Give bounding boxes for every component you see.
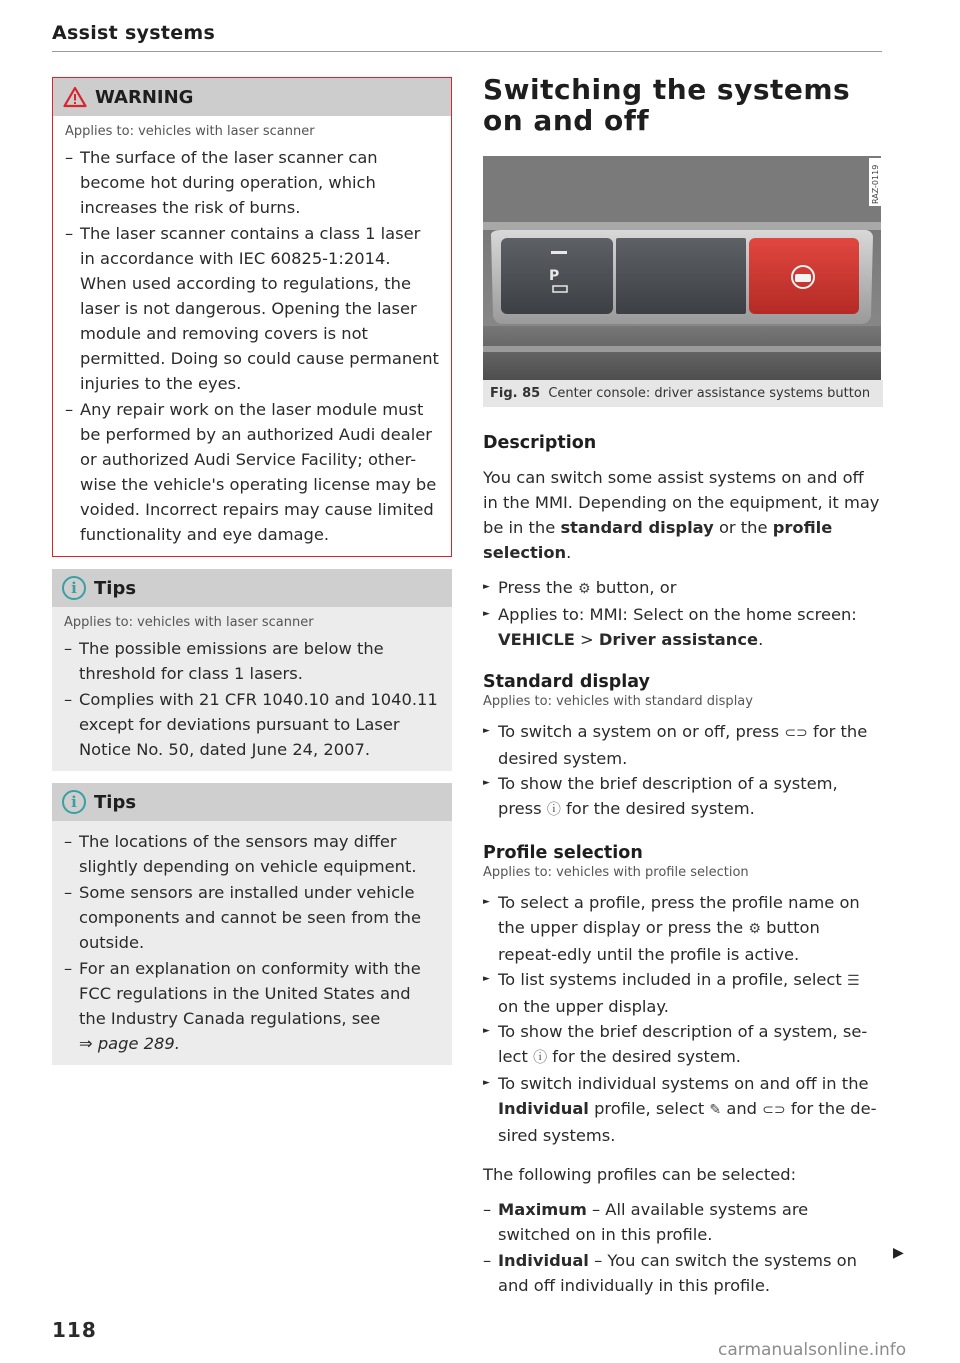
list-item: ► To show the brief description of a system, se-lect ⓘ for the desired system. [483, 1019, 883, 1071]
list-item: – The possible emissions are below the threshold for class 1 lasers. [64, 636, 440, 686]
edit-icon: ✎ [709, 1102, 722, 1118]
figure-center-console [483, 156, 881, 380]
description-heading: Description [483, 433, 597, 453]
warning-applies: Applies to: vehicles with laser scanner [65, 124, 315, 139]
figure-label: Fig. 85 [490, 386, 541, 401]
standard-display-steps [483, 719, 883, 823]
list-item: ► To switch individual systems on and off in the Individual profile, select ✎ and ⊂⊃ for the de-sired systems. [483, 1071, 883, 1148]
list-item: – Maximum – All available systems are switched on in this profile. [483, 1197, 883, 1247]
tips-title: Tips [94, 577, 137, 599]
toggle-icon: ⊂⊃ [762, 1102, 786, 1118]
tips-box-laser [52, 569, 452, 771]
page-title: Switching the systems on and off [483, 73, 851, 137]
watermark: carmanualsonline.info [718, 1340, 907, 1360]
section-title: Assist systems [52, 22, 216, 44]
warning-body [53, 116, 451, 556]
tips-header [52, 569, 452, 607]
figure-code: RAZ-0119 [871, 164, 880, 204]
info-icon: i [62, 790, 86, 814]
warning-title: WARNING [95, 86, 194, 108]
tips-list [64, 636, 440, 762]
center-console-illustration [483, 156, 881, 380]
header-rule [52, 51, 882, 52]
list-item: – Complies with 21 CFR 1040.10 and 1040.11 except for deviations pursuant to Laser Notice No. 50, dated June 24, 2007. [64, 687, 440, 762]
list-icon: ☰ [846, 973, 860, 989]
info-icon: i [62, 576, 86, 600]
profiles-intro: The following profiles can be selected: [483, 1165, 797, 1184]
figure-caption-text: Center console: driver assistance systems button [548, 386, 871, 401]
list-item: ► To switch a system on or off, press ⊂⊃ for the desired system. [483, 719, 883, 771]
profiles-list [483, 1197, 883, 1298]
tips-title: Tips [94, 791, 137, 813]
list-item: ► To show the brief description of a system, press ⓘ for the desired system. [483, 771, 883, 823]
profile-selection-applies: Applies to: vehicles with profile selection [483, 865, 749, 880]
profile-selection-heading: Profile selection [483, 843, 643, 863]
tips-body [52, 607, 452, 771]
driver-assist-button-icon: ⚙ [748, 921, 761, 937]
tips-list [64, 829, 440, 1056]
toggle-icon: ⊂⊃ [784, 725, 808, 741]
tips-body [52, 821, 452, 1065]
warning-list [65, 145, 439, 547]
tips-applies: Applies to: vehicles with laser scanner [64, 615, 314, 630]
list-item: ► To select a profile, press the profile name on the upper display or press the ⚙ button repeat-edly until the profile is active. [483, 890, 883, 967]
description-steps [483, 575, 883, 652]
list-item: ► Applies to: MMI: Select on the home screen: VEHICLE > Driver assistance. [483, 602, 883, 652]
warning-box [52, 77, 452, 557]
page-header [52, 22, 882, 52]
list-item: ► Press the ⚙ button, or [483, 575, 883, 602]
list-item: – The laser scanner contains a class 1 laser in accordance with IEC 60825-1:2014. When used according to regulations, the laser is not dangerous. Opening the laser module and removing covers is not permitted. Doing so could cause permanent injuries to the eyes. [65, 221, 439, 396]
list-item: – The locations of the sensors may differ slightly depending on vehicle equipment. [64, 829, 440, 879]
list-item [64, 956, 440, 1056]
list-item: – Some sensors are installed under vehicle components and cannot be seen from the outside. [64, 880, 440, 955]
page-number: 118 [52, 1318, 97, 1342]
info-circle-icon: ⓘ [533, 1050, 548, 1066]
profile-selection-steps [483, 890, 883, 1148]
list-item: – The surface of the laser scanner can become hot during operation, which increases the risk of burns. [65, 145, 439, 220]
warning-header [53, 78, 451, 116]
page-reference-link[interactable]: ⇒ page 289. [79, 1034, 180, 1053]
left-column [52, 77, 452, 1077]
tips-header [52, 783, 452, 821]
list-item: – Any repair work on the laser module must be performed by an authorized Audi dealer or authorized Audi Service Facility; other-wise the vehicle's operating license may be voided. Incorrect repairs may cause limited functionality and eye damage. [65, 397, 439, 547]
list-item: – Individual – You can switch the systems on and off individually in this profile. [483, 1248, 883, 1298]
tips-box-sensors [52, 783, 452, 1065]
profile-selection-term: profile selection [483, 518, 833, 562]
standard-display-applies: Applies to: vehicles with standard display [483, 694, 753, 709]
driver-assist-button-icon: ⚙ [577, 581, 591, 597]
standard-display-heading: Standard display [483, 672, 650, 692]
info-circle-icon: ⓘ [546, 802, 561, 818]
figure-caption [483, 380, 883, 407]
right-column [483, 74, 883, 1299]
warning-triangle-icon [63, 86, 87, 108]
description-paragraph: You can switch some assist systems on and off in the MMI. Depending on the equipment, it may be in the standard display or the profile selection. [483, 468, 880, 562]
list-item-text: For an explanation on conformity with the FCC regulations in the United States and the Industry Canada regulations, see [79, 959, 421, 1028]
svg-text:P: P [549, 268, 560, 284]
standard-display-term: standard display [560, 518, 714, 537]
continue-arrow-icon: ▶ [893, 1245, 904, 1261]
list-item: ► To list systems included in a profile, select ☰ on the upper display. [483, 967, 883, 1019]
